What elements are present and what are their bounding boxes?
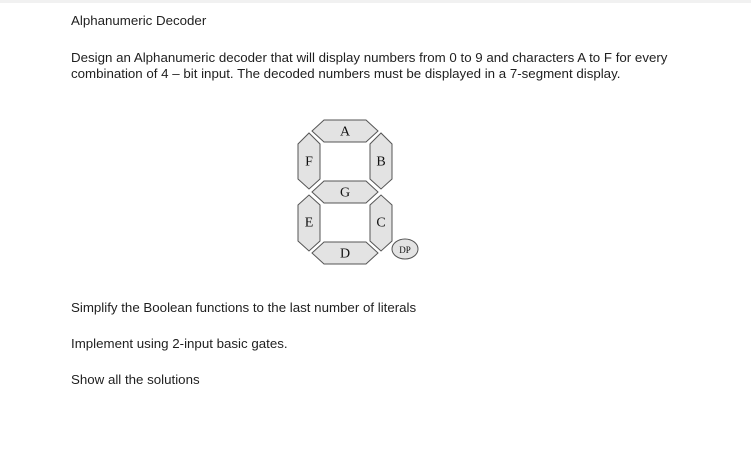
segment-g-label: G	[339, 185, 351, 201]
decimal-point-label: DP	[399, 245, 411, 255]
seven-segment-diagram	[288, 115, 428, 275]
instruction-implement: Implement using 2-input basic gates.	[71, 336, 288, 351]
segment-d-label: D	[339, 246, 351, 262]
problem-description: Design an Alphanumeric decoder that will display numbers from 0 to 9 and characters A to F for every combination of 4 – bit input. The decoded numbers must be displayed in a 7-segment display.	[71, 50, 668, 81]
top-rule	[0, 0, 751, 3]
segment-e-label: E	[304, 215, 314, 231]
document-title: Alphanumeric Decoder	[71, 13, 207, 28]
segment-a-label: A	[339, 124, 351, 140]
segment-c-label: C	[376, 215, 386, 231]
instruction-simplify: Simplify the Boolean functions to the last number of literals	[71, 300, 417, 315]
instruction-show-solutions: Show all the solutions	[71, 372, 200, 387]
segment-f-label: F	[305, 154, 313, 170]
segment-b-label: B	[376, 154, 386, 170]
